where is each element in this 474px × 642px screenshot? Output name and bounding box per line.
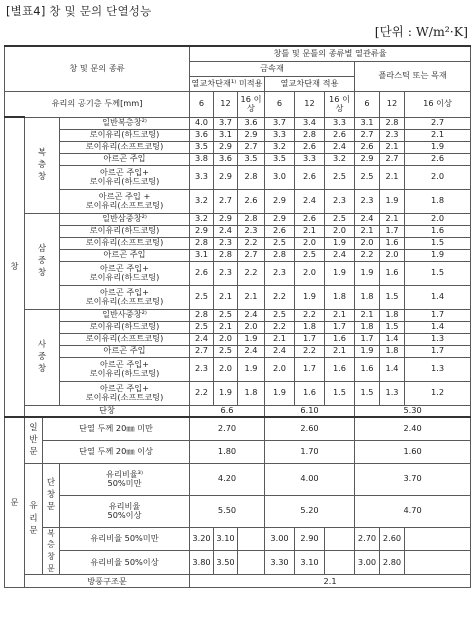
glass-type-label: 일반사중창²⁾ — [60, 309, 190, 321]
window-label: 창 — [5, 117, 25, 417]
uvalue-cell: 4.0 — [190, 117, 214, 129]
uvalue-cell: 3.6 — [190, 129, 214, 141]
uvalue-cell: 3.80 — [190, 551, 214, 575]
uvalue-cell — [325, 527, 355, 551]
table-row — [5, 333, 471, 345]
uvalue-cell: 2.70 — [355, 527, 380, 551]
single-glass-door-label: 단창문 — [43, 463, 60, 527]
uvalue-cell: 2.7 — [190, 345, 214, 357]
table-row — [5, 345, 471, 357]
uvalue-cell: 2.7 — [405, 117, 471, 129]
uvalue-cell: 2.6 — [355, 141, 380, 153]
uvalue-cell: 1.9 — [214, 381, 238, 405]
uvalue-cell: 1.8 — [405, 189, 471, 213]
uvalue-cell: 1.8 — [380, 309, 405, 321]
table-row — [5, 551, 471, 575]
single-window-label: 단창 — [25, 405, 190, 417]
uvalue-cell: 2.3 — [214, 261, 238, 285]
uvalue-cell: 1.6 — [380, 237, 405, 249]
uvalue-cell: 2.1 — [325, 309, 355, 321]
uvalue-cell: 1.4 — [405, 285, 471, 309]
glass-type-label: 로이유리(소프트코팅) — [60, 141, 190, 153]
uvalue-cell: 2.5 — [214, 345, 238, 357]
uvalue-cell: 1.9 — [355, 261, 380, 285]
uvalue-cell: 2.8 — [265, 249, 295, 261]
uvalue-cell: 2.60 — [265, 417, 355, 440]
uvalue-cell: 1.7 — [405, 309, 471, 321]
uvalue-cell: 2.3 — [355, 189, 380, 213]
glass-ratio-label: 유리비율 50%미만 — [60, 527, 190, 551]
gap-cell: 12 — [214, 91, 238, 117]
uvalue-cell: 1.6 — [325, 357, 355, 381]
uvalue-cell: 5.20 — [265, 495, 355, 527]
wind-door-label: 방풍구조문 — [25, 575, 190, 588]
uvalue-cell: 3.1 — [355, 117, 380, 129]
uvalue-cell: 1.8 — [325, 285, 355, 309]
door-type-label: 단열 두께 20㎜ 미만 — [43, 417, 190, 440]
uvalue-cell: 2.9 — [214, 141, 238, 153]
glass-type-label: 로이유리(소프트코팅) — [60, 237, 190, 249]
uvalue-cell: 2.5 — [355, 165, 380, 189]
table-row — [5, 321, 471, 333]
glass-type-label: 로이유리(하드코팅) — [60, 321, 190, 333]
uvalue-cell: 1.6 — [355, 357, 380, 381]
glass-ratio-label: 유리비율³⁾ 50%미만 — [60, 463, 190, 495]
uvalue-cell: 2.5 — [190, 321, 214, 333]
uvalue-cell: 2.4 — [238, 309, 265, 321]
uvalue-cell: 2.8 — [238, 165, 265, 189]
uvalue-cell: 2.4 — [355, 213, 380, 225]
uvalue-cell: 1.9 — [405, 141, 471, 153]
uvalue-cell: 2.6 — [295, 213, 325, 225]
uvalue-cell: 3.7 — [265, 117, 295, 129]
unit-label: [단위 : W/m²·K] — [374, 24, 468, 39]
uvalue-cell: 1.8 — [238, 381, 265, 405]
uvalue-cell: 1.8 — [355, 285, 380, 309]
table-row — [5, 213, 471, 225]
uvalue-cell: 2.0 — [405, 165, 471, 189]
door-label: 문 — [5, 417, 25, 588]
uvalue-cell: 4.20 — [190, 463, 265, 495]
uvalue-cell: 2.0 — [405, 213, 471, 225]
uvalue-cell — [405, 527, 471, 551]
uvalue-cell: 1.5 — [405, 237, 471, 249]
uvalue-cell: 2.40 — [355, 417, 471, 440]
uvalue-cell: 6.10 — [265, 405, 355, 417]
window-group-label: 복층창 — [25, 117, 60, 213]
uvalue-cell: 1.7 — [295, 357, 325, 381]
uvalue-cell: 3.3 — [295, 153, 325, 165]
uvalue-cell: 2.5 — [325, 165, 355, 189]
uvalue-cell — [238, 551, 265, 575]
table-row — [5, 225, 471, 237]
uvalue-cell: 2.3 — [325, 189, 355, 213]
uvalue-cell: 2.1 — [238, 285, 265, 309]
uvalue-cell: 2.5 — [325, 213, 355, 225]
glass-ratio-label: 유리비율 50%이상 — [60, 551, 190, 575]
uvalue-cell: 2.2 — [238, 261, 265, 285]
uvalue-cell: 2.60 — [380, 527, 405, 551]
uvalue-cell: 1.4 — [405, 321, 471, 333]
uvalue-cell: 2.2 — [295, 309, 325, 321]
uvalue-cell: 3.20 — [190, 527, 214, 551]
uvalue-cell: 2.0 — [380, 249, 405, 261]
uvalue-cell: 2.8 — [380, 117, 405, 129]
uvalue-cell: 3.2 — [190, 189, 214, 213]
uvalue-cell: 3.30 — [265, 551, 295, 575]
uvalue-cell: 2.1 — [265, 333, 295, 345]
door-type-label: 단열 두께 20㎜ 이상 — [43, 440, 190, 463]
uvalue-cell: 1.7 — [405, 345, 471, 357]
header-thermal-break-none: 열교차단재¹⁾ 미적용 — [190, 76, 265, 91]
gap-cell: 16 이상 — [405, 91, 471, 117]
glass-type-label: 일반삼중창²⁾ — [60, 213, 190, 225]
uvalue-cell: 2.3 — [190, 357, 214, 381]
uvalue-cell: 2.6 — [295, 165, 325, 189]
uvalue-cell: 2.7 — [238, 249, 265, 261]
uvalue-cell: 2.1 — [325, 345, 355, 357]
uvalue-cell: 2.2 — [190, 381, 214, 405]
uvalue-cell: 2.3 — [238, 225, 265, 237]
uvalue-cell: 2.2 — [295, 345, 325, 357]
glass-type-label: 아르곤 주입+ 로이유리(소프트코팅) — [60, 381, 190, 405]
uvalue-cell: 2.8 — [190, 309, 214, 321]
uvalue-cell: 1.6 — [325, 333, 355, 345]
uvalue-cell: 3.00 — [355, 551, 380, 575]
uvalue-cell: 1.9 — [238, 333, 265, 345]
uvalue-cell: 2.9 — [265, 213, 295, 225]
uvalue-cell: 2.2 — [238, 237, 265, 249]
uvalue-cell: 4.70 — [355, 495, 471, 527]
uvalue-cell: 1.9 — [380, 189, 405, 213]
uvalue-cell: 2.1 — [380, 165, 405, 189]
uvalue-cell: 1.4 — [380, 357, 405, 381]
header-thermal-break-applied: 열교차단재 적용 — [265, 76, 355, 91]
table-row — [5, 357, 471, 381]
uvalue-cell: 2.5 — [214, 309, 238, 321]
uvalue-cell: 3.70 — [355, 463, 471, 495]
uvalue-cell: 1.6 — [295, 381, 325, 405]
uvalue-cell: 2.7 — [355, 129, 380, 141]
uvalue-cell: 2.9 — [355, 153, 380, 165]
uvalue-cell: 2.8 — [214, 249, 238, 261]
uvalue-cell: 1.9 — [295, 285, 325, 309]
uvalue-cell: 1.7 — [295, 333, 325, 345]
uvalue-cell: 3.3 — [190, 165, 214, 189]
uvalue-cell: 2.5 — [265, 309, 295, 321]
uvalue-cell: 3.5 — [238, 153, 265, 165]
uvalue-cell: 2.0 — [238, 321, 265, 333]
uvalue-cell: 2.6 — [265, 225, 295, 237]
table-row — [5, 261, 471, 285]
uvalue-cell: 2.70 — [190, 417, 265, 440]
uvalue-cell: 1.9 — [325, 261, 355, 285]
uvalue-cell: 6.6 — [190, 405, 265, 417]
uvalue-cell: 2.1 — [355, 309, 380, 321]
uvalue-cell: 2.7 — [238, 141, 265, 153]
uvalue-cell: 1.7 — [380, 225, 405, 237]
uvalue-cell: 1.5 — [380, 285, 405, 309]
gap-cell: 6 — [355, 91, 380, 117]
uvalue-cell: 1.5 — [355, 381, 380, 405]
uvalue-cell: 3.1 — [214, 129, 238, 141]
uvalue-cell: 2.0 — [355, 237, 380, 249]
uvalue-cell: 2.3 — [214, 237, 238, 249]
uvalue-cell: 1.6 — [405, 225, 471, 237]
table-row — [5, 165, 471, 189]
uvalue-cell: 2.2 — [265, 321, 295, 333]
uvalue-cell: 2.4 — [295, 189, 325, 213]
uvalue-cell: 2.0 — [295, 261, 325, 285]
uvalue-cell: 2.5 — [265, 237, 295, 249]
uvalue-cell: 1.3 — [380, 381, 405, 405]
uvalue-cell: 2.4 — [214, 225, 238, 237]
table-row — [5, 417, 471, 440]
uvalue-cell: 1.3 — [405, 333, 471, 345]
uvalue-cell: 2.4 — [325, 249, 355, 261]
uvalue-cell: 2.7 — [214, 189, 238, 213]
glass-type-label: 아르곤 주입+ 로이유리(소프트코팅) — [60, 285, 190, 309]
table-row — [5, 153, 471, 165]
uvalue-cell: 3.2 — [265, 141, 295, 153]
uvalue-cell: 3.8 — [190, 153, 214, 165]
table-row — [5, 249, 471, 261]
uvalue-cell — [405, 551, 471, 575]
uvalue-cell: 1.3 — [405, 357, 471, 381]
uvalue-cell: 2.1 — [214, 321, 238, 333]
table-row — [5, 129, 471, 141]
uvalue-cell: 1.2 — [405, 381, 471, 405]
glass-type-label: 로이유리(소프트코팅) — [60, 333, 190, 345]
glass-type-label: 아르곤 주입 — [60, 345, 190, 357]
uvalue-cell: 1.7 — [325, 321, 355, 333]
uvalue-cell: 2.0 — [325, 225, 355, 237]
uvalue-cell: 1.8 — [380, 345, 405, 357]
uvalue-cell: 1.9 — [265, 381, 295, 405]
uvalue-cell: 2.8 — [295, 129, 325, 141]
uvalue-cell: 3.10 — [214, 527, 238, 551]
table-row — [5, 495, 471, 527]
uvalue-cell: 3.0 — [265, 165, 295, 189]
uvalue-cell: 3.6 — [214, 153, 238, 165]
uvalue-cell — [325, 551, 355, 575]
gap-cell: 16 이상 — [325, 91, 355, 117]
uvalue-cell: 3.7 — [214, 117, 238, 129]
uvalue-cell: 3.3 — [265, 129, 295, 141]
uvalue-cell: 2.7 — [380, 153, 405, 165]
table-row — [5, 117, 471, 129]
glass-type-label: 로이유리(하드코팅) — [60, 225, 190, 237]
uvalue-cell: 1.60 — [355, 440, 471, 463]
uvalue-cell: 1.9 — [238, 357, 265, 381]
glass-type-label: 아르곤 주입 + 로이유리(소프트코팅) — [60, 189, 190, 213]
uvalue-cell: 2.1 — [214, 285, 238, 309]
uvalue-cell: 4.00 — [265, 463, 355, 495]
general-door-label: 일반문 — [25, 417, 43, 463]
uvalue-cell: 2.80 — [380, 551, 405, 575]
uvalue-cell: 3.6 — [238, 117, 265, 129]
glass-type-label: 로이유리(하드코팅) — [60, 129, 190, 141]
gap-cell: 12 — [380, 91, 405, 117]
gap-cell: 6 — [265, 91, 295, 117]
uvalue-cell: 2.3 — [265, 261, 295, 285]
uvalue-cell: 3.00 — [265, 527, 295, 551]
table-row — [5, 405, 471, 417]
uvalue-cell: 1.6 — [380, 261, 405, 285]
gap-cell: 16 이상 — [238, 91, 265, 117]
uvalue-cell: 2.6 — [238, 189, 265, 213]
uvalue-cell: 3.2 — [325, 153, 355, 165]
uvalue-cell: 2.2 — [265, 285, 295, 309]
uvalue-cell: 1.5 — [405, 261, 471, 285]
uvalue-cell: 2.1 — [380, 213, 405, 225]
gap-cell: 6 — [190, 91, 214, 117]
uvalue-cell: 2.4 — [190, 333, 214, 345]
header-kind: 창 및 문의 종류 — [5, 46, 190, 91]
table-row — [5, 285, 471, 309]
header-metal: 금속재 — [190, 61, 355, 76]
uvalue-cell: 1.7 — [355, 333, 380, 345]
uvalue-cell: 2.1 — [380, 141, 405, 153]
uvalue-cell: 2.8 — [238, 213, 265, 225]
uvalue-cell: 3.1 — [190, 249, 214, 261]
uvalue-cell: 2.4 — [238, 345, 265, 357]
uvalue-cell: 2.6 — [325, 129, 355, 141]
header-airgap: 유리의 공기층 두께[mm] — [5, 91, 190, 117]
uvalue-cell: 2.0 — [295, 237, 325, 249]
uvalue-cell: 2.5 — [190, 285, 214, 309]
uvalue-cell: 2.8 — [190, 237, 214, 249]
uvalue-cell: 1.4 — [380, 333, 405, 345]
uvalue-cell: 1.80 — [190, 440, 265, 463]
glass-ratio-label: 유리비율 50%이상 — [60, 495, 190, 527]
uvalue-cell: 1.8 — [355, 321, 380, 333]
uvalue-cell: 2.90 — [295, 527, 325, 551]
uvalue-cell: 2.4 — [325, 141, 355, 153]
uvalue-cell: 2.6 — [295, 141, 325, 153]
uvalue-cell: 1.9 — [405, 249, 471, 261]
uvalue-cell: 2.9 — [238, 129, 265, 141]
glass-type-label: 일반복층창²⁾ — [60, 117, 190, 129]
glass-type-label: 아르곤 주입+ 로이유리(하드코팅) — [60, 261, 190, 285]
table-row — [5, 527, 471, 551]
uvalue-cell: 2.5 — [295, 249, 325, 261]
table-row — [5, 309, 471, 321]
insulation-table — [4, 45, 471, 588]
header-group: 창틀 및 문틀의 종류별 열관류율 — [190, 46, 471, 61]
uvalue-cell: 3.50 — [214, 551, 238, 575]
uvalue-cell: 2.3 — [380, 129, 405, 141]
uvalue-cell: 2.9 — [214, 213, 238, 225]
uvalue-cell: 2.0 — [214, 357, 238, 381]
table-row — [5, 463, 471, 495]
table-row — [5, 440, 471, 463]
uvalue-cell: 5.30 — [355, 405, 471, 417]
double-glass-door-label: 복층창문 — [43, 527, 60, 575]
uvalue-cell: 2.1 — [355, 225, 380, 237]
uvalue-cell: 1.70 — [265, 440, 355, 463]
uvalue-cell: 3.5 — [265, 153, 295, 165]
uvalue-cell: 5.50 — [190, 495, 265, 527]
uvalue-cell: 2.0 — [214, 333, 238, 345]
table-row — [5, 141, 471, 153]
uvalue-cell: 2.6 — [405, 153, 471, 165]
uvalue-cell: 1.5 — [380, 321, 405, 333]
uvalue-cell: 1.9 — [355, 345, 380, 357]
uvalue-cell: 2.1 — [405, 129, 471, 141]
table-row — [5, 575, 471, 588]
uvalue-cell: 1.9 — [325, 237, 355, 249]
uvalue-cell: 2.9 — [190, 225, 214, 237]
gap-cell: 12 — [295, 91, 325, 117]
uvalue-cell: 2.1 — [295, 225, 325, 237]
window-group-label: 사중창 — [25, 309, 60, 405]
uvalue-cell: 2.2 — [355, 249, 380, 261]
glass-type-label: 아르곤 주입 — [60, 249, 190, 261]
glass-type-label: 아르곤 주입+ 로이유리(하드코팅) — [60, 357, 190, 381]
uvalue-cell: 2.1 — [190, 575, 471, 588]
uvalue-cell: 3.5 — [190, 141, 214, 153]
glass-door-label: 유리문 — [25, 463, 43, 575]
glass-type-label: 아르곤 주입+ 로이유리(하드코팅) — [60, 165, 190, 189]
uvalue-cell: 2.6 — [190, 261, 214, 285]
uvalue-cell: 3.3 — [325, 117, 355, 129]
table-row — [5, 237, 471, 249]
uvalue-cell: 1.5 — [325, 381, 355, 405]
table-row — [5, 381, 471, 405]
uvalue-cell: 2.9 — [265, 189, 295, 213]
header-plastic: 플라스틱 또는 목재 — [355, 61, 471, 91]
uvalue-cell: 2.9 — [214, 165, 238, 189]
uvalue-cell: 1.8 — [295, 321, 325, 333]
window-group-label: 삼중창 — [25, 213, 60, 309]
table-row — [5, 189, 471, 213]
uvalue-cell: 2.4 — [265, 345, 295, 357]
uvalue-cell: 3.4 — [295, 117, 325, 129]
uvalue-cell: 3.10 — [295, 551, 325, 575]
glass-type-label: 아르곤 주입 — [60, 153, 190, 165]
table-title: [별표4] 창 및 문의 단열성능 — [6, 4, 152, 18]
uvalue-cell — [238, 527, 265, 551]
uvalue-cell: 2.0 — [265, 357, 295, 381]
uvalue-cell: 3.2 — [190, 213, 214, 225]
